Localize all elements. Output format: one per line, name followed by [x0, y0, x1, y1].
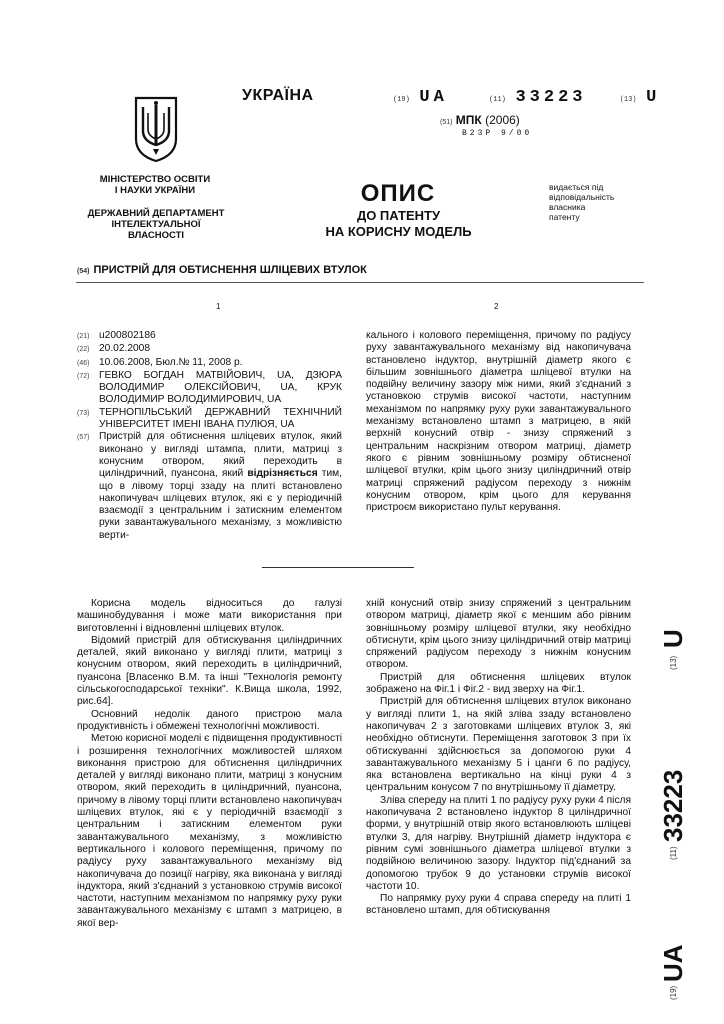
abstract-row — [77, 431, 342, 542]
abstract-continuation — [366, 330, 631, 514]
ministry-line-1: МІНІСТЕРСТВО ОСВІТИ — [99, 174, 211, 185]
coat-of-arms-emblem — [133, 95, 179, 163]
vertical-country: UA — [658, 944, 688, 982]
paragraph: Метою корисної моделі є підвищення продуктивності і розширення технологічних можливостей шляхом виконання пристрою для обтиснення циліндричних деталей у вигляді виконано плити, матриці з конусним отвором, який переходить в циліндричний, пуансона, причому в лівому торці плити встановлено накопичувач шліцевих втулок, які є у періодичній взаємодії з центральним і затискним елементом руки завантажувального механізму, з можливістю вертикального і колового переміщення, причому по радіусу руху завантажувального механізму від накопичувача до позиції нагріву, яка виконана у вигляді індуктора, який з'єднаний з установкою струмів високої частоти, наступним механізмом по напрямку руху руки завантажувального механізму є штамп з матрицею, в якої вер- — [77, 733, 342, 929]
paragraph: Зліва спереду на плиті 1 по радіусу руху руки 4 після накопичувача 2 встановлено індуктор 8 циліндричної форми, у внутрішній отвір якого встановлюють шліцеві втулки 3, для нагріву. Внутрішній діаметр індуктора є рівним сумі зовнішнього діаметра шліцевої втулки з подвійною величиною зазору. Індуктор під'єднаний за допомогою трубок 9 до установки струмів високої частоти 10. — [366, 794, 631, 892]
abstract-text — [99, 431, 342, 542]
filing-date: 20.02.2008 — [99, 343, 150, 355]
biblio-row — [77, 343, 342, 356]
country-code: UA — [419, 88, 448, 107]
invention-title — [77, 264, 367, 276]
issued-line-1: видається під — [549, 182, 604, 192]
section-divider — [262, 567, 414, 568]
patent-number: 33223 — [515, 88, 587, 107]
patent-codes — [393, 88, 660, 107]
biblio-tag: (46) — [77, 359, 90, 367]
code-19: (19) — [393, 96, 410, 104]
vertical-code-11: (11) — [669, 846, 678, 860]
department-line-3: ВЛАСНОСТІ — [127, 230, 185, 241]
issued-line-3: власника — [549, 202, 586, 212]
abstract-continuation-text: кального і колового переміщення, причому по радіусу руху завантажувального механізму від накопичувача встановлено індуктор, внутрішній діаметр якого є більшим зовнішнього діаметра шліцевої втулки на подвійну величину зазору між ними, який з'єднаний з установкою струмів високої частоти, наступним механізмом по напрямку руху руки завантажувального механізму встановлено штамп з матрицею, в якій верхній конусний отвір - знизу спряжений з центральним наскрізним отвором матриці, діаметр якого є рівним зовнішньому розміру обтисненої шліцевої втулки, крім цього знизу циліндричний отвір матриці спряжений радіусом переходу з нижнім конусним отвором, крім цього для керування пристроєм використано пульт керування. — [366, 330, 631, 514]
issued-note — [549, 182, 644, 222]
department-line-2: ІНТЕЛЕКТУАЛЬНОЇ — [111, 219, 201, 230]
vertical-code-19: (19) — [669, 985, 678, 1000]
application-number: u200802186 — [99, 330, 156, 341]
vertical-patent-code — [640, 588, 690, 1003]
paragraph: хній конусний отвір знизу спряжений з центральним отвором матриці, діаметр якої є меншим або рівним зовнішньому розміру шліцевої втулки, яку необхідно обтиснути, крім цього знизу циліндричний отвір матриці спряжений радіусом переходу з нижнім конусним отвором. — [366, 598, 631, 671]
publication-date: 10.06.2008, Бюл.№ 11, 2008 р. — [99, 356, 243, 368]
code-54: (54) — [77, 268, 90, 275]
paragraph: По напрямку руху руки 4 справа спереду на плиті 1 встановлено штамп, для обтискування — [366, 893, 631, 917]
mpk-classification — [440, 113, 520, 127]
subtitle-line-1: ДО ПАТЕНТУ — [356, 208, 441, 223]
paragraph: Корисна модель відноситься до галузі машинобудування і може мати використання при виготовленні і відновленні шліцевих втулок. — [77, 598, 342, 634]
paragraph: Пристрій для обтиснення шліцевих втулок зображено на Фіг.1 і Фіг.2 - вид зверху на Фіг.1. — [366, 671, 631, 696]
paragraph: Пристрій для обтиснення шліцевих втулок виконано у вигляді плити 1, на якій зліва ззаду встановлено накопичувач 2 з заготовками шліцевих втулок 3, які необхідно обтиснути. Переміщення заготовок 3 при їх обтискуванні здійснюється за допомогою руки 4 завантажувального механізму 5 і цанги 6 по радіусу, яка встановлена вертикально на кінці руки 4 з центральним конусом 7 по внутрішньому її діаметру. — [366, 696, 631, 794]
description-right-column — [366, 598, 631, 918]
abstract-bold-term: відрізняється — [247, 468, 318, 480]
subtitle-line-2: НА КОРИСНУ МОДЕЛЬ — [325, 224, 472, 239]
issued-line-4: патенту — [549, 212, 580, 222]
mpk-label: МПК — [455, 113, 482, 127]
vertical-code-13: (13) — [669, 655, 678, 670]
department-name — [86, 208, 226, 241]
class-code: B23P 9/00 — [462, 129, 533, 138]
code-11: (11) — [489, 96, 506, 104]
ministry-line-2: І НАУКИ УКРАЇНИ — [114, 185, 196, 196]
biblio-tag: (73) — [77, 409, 90, 417]
abstract-tag: (57) — [77, 434, 90, 442]
abstract-part-1: Пристрій для обтиснення шліцевих втулок, який виконано у вигляді штампа, плити, матриці з конусним отвором, який переходить в циліндричний, пуансона, який — [99, 431, 342, 480]
patent-owner: ТЕРНОПІЛЬСЬКИЙ ДЕРЖАВНИЙ ТЕХНІЧНИЙ УНІВЕРСИТЕТ ІМЕНІ ІВАНА ПУЛЮЯ, UA — [99, 406, 342, 431]
vertical-kind: U — [658, 629, 688, 648]
code-51: (51) — [440, 119, 453, 126]
vertical-number: 33223 — [658, 769, 688, 842]
biblio-tag: (72) — [77, 372, 90, 380]
bibliographic-data — [77, 330, 342, 542]
biblio-tag: (21) — [77, 333, 90, 340]
biblio-row — [77, 407, 342, 432]
invention-title-text: ПРИСТРІЙ ДЛЯ ОБТИСНЕННЯ ШЛІЦЕВИХ ВТУЛОК — [93, 264, 367, 276]
abstract-part-2: тим, що в лівому торці ззаду на плиті встановлено накопичувач шліцевих втулок, які є у періодичній взаємодії з центральним і затискним елементом руки завантажувального механізму, з можливістю верти- — [99, 468, 342, 541]
inventors: ГЕВКО БОГДАН МАТВІЙОВИЧ, UA, ДЗЮРА ВОЛОДИМИР ОЛЕКСІЙОВИЧ, UA, КРУК ВОЛОДИМИР ВОЛОДИМИРОВИЧ, UA — [99, 369, 342, 406]
country-name: УКРАЇНА — [242, 87, 314, 104]
page-number-2: 2 — [494, 302, 499, 311]
mpk-year: (2006) — [485, 113, 520, 127]
biblio-tag: (22) — [77, 346, 90, 354]
document-type: ОПИС — [360, 180, 436, 207]
biblio-row — [77, 370, 342, 407]
issued-line-2: відповідальність — [549, 192, 615, 202]
department-line-1: ДЕРЖАВНИЙ ДЕПАРТАМЕНТ — [87, 208, 225, 219]
biblio-row — [77, 357, 342, 370]
code-13: (13) — [619, 96, 637, 104]
title-divider — [76, 282, 644, 283]
page-number-1: 1 — [216, 302, 221, 311]
kind-code: U — [646, 88, 661, 107]
biblio-row — [77, 330, 342, 343]
ministry-name — [95, 174, 215, 196]
document-subtitle — [296, 208, 501, 240]
description-left-column — [77, 598, 342, 930]
paragraph: Відомий пристрій для обтискування циліндричних деталей, який виконано у вигляді плити, матриці з конусним отвором, який переходить в циліндричний, пуансона [Власенко В.М. та інші "Технологія ремонту сільськогосподарської техніки". К.Вища школа, 1992, рис.64]. — [77, 634, 342, 708]
paragraph: Основний недолік даного пристрою мала продуктивність і обмежені технологічні можливості. — [77, 708, 342, 732]
